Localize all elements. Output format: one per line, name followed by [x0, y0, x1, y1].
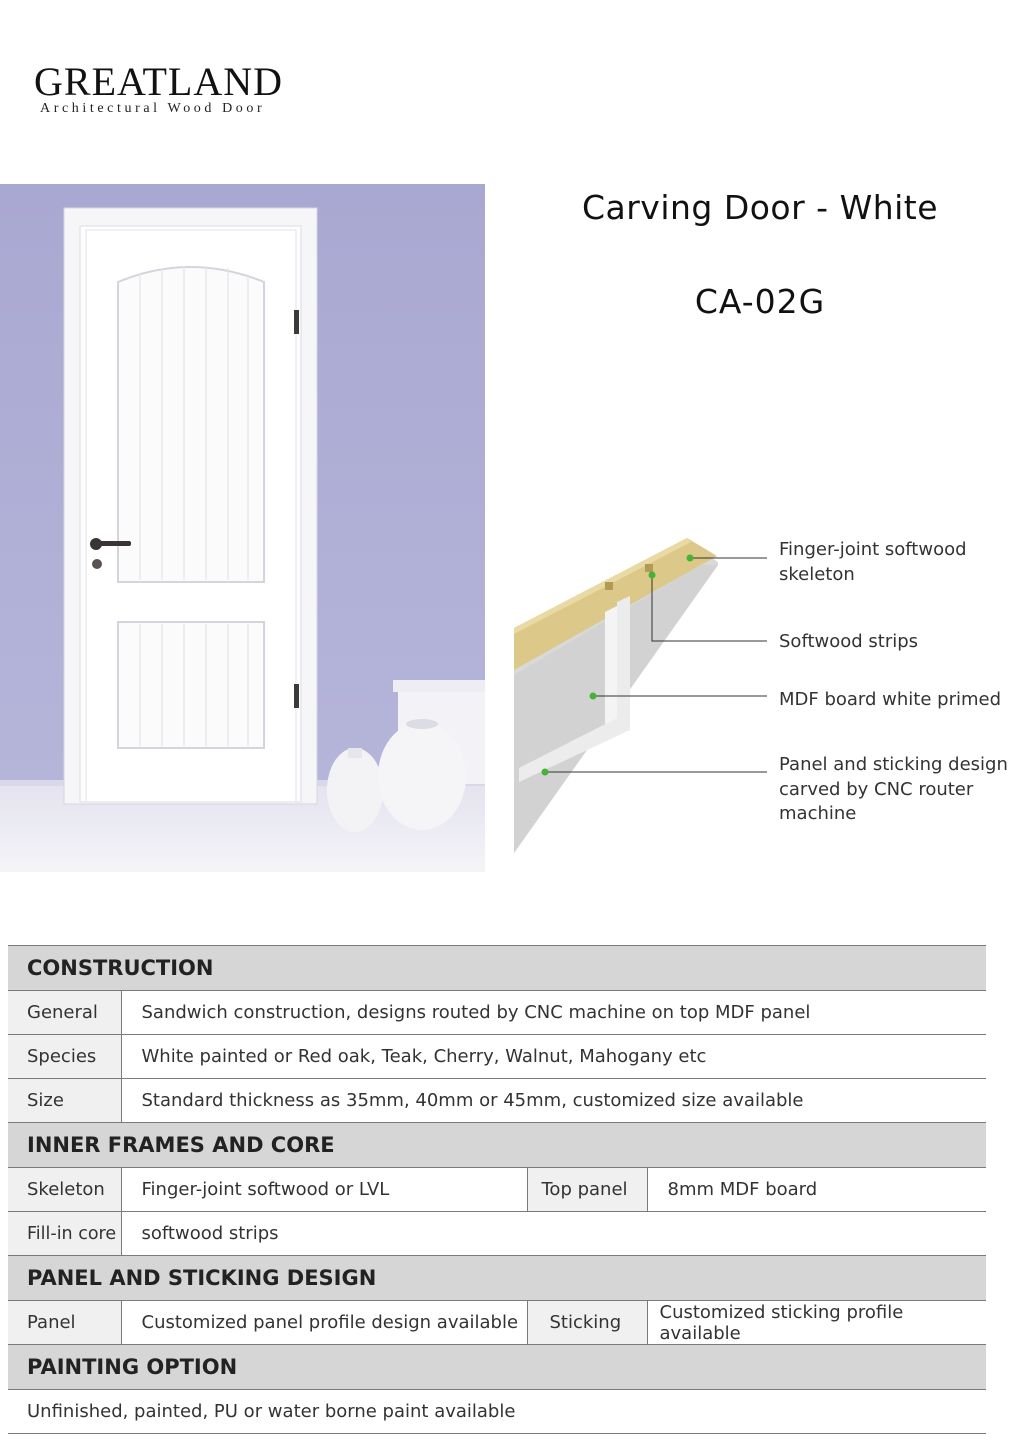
callout-softwood-strips: [779, 630, 918, 655]
table-row: [8, 1035, 986, 1079]
section-title: INNER FRAMES AND CORE: [8, 1123, 986, 1168]
table-row: [8, 991, 986, 1035]
row-label: Top panel: [527, 1168, 647, 1212]
section-header-construction: [8, 946, 986, 991]
row-value: Customized sticking profile available: [647, 1301, 986, 1345]
table-row: [8, 1390, 986, 1434]
row-value: Unfinished, painted, PU or water borne paint available: [8, 1390, 986, 1434]
row-value: 8mm MDF board: [647, 1168, 986, 1212]
brand-logo: [34, 59, 324, 117]
section-header-panel-sticking: [8, 1256, 986, 1301]
row-value: Sandwich construction, designs routed by CNC machine on top MDF panel: [121, 991, 986, 1035]
callout-line: MDF board white primed: [779, 689, 1002, 710]
callout-line: skeleton: [779, 563, 855, 585]
section-header-painting: [8, 1345, 986, 1390]
callout-panel-sticking: [779, 753, 1008, 827]
row-label: Skeleton: [8, 1168, 121, 1212]
section-title: PAINTING OPTION: [8, 1345, 986, 1390]
callout-line: carved by CNC router: [779, 778, 974, 800]
table-row: [8, 1079, 986, 1123]
door-room-photo: [0, 184, 485, 872]
callout-line: Finger-joint softwood: [779, 539, 967, 560]
brand-tagline: Architectural Wood Door: [40, 101, 266, 116]
row-label: Size: [8, 1079, 121, 1123]
row-label: Sticking: [527, 1301, 647, 1345]
section-title: CONSTRUCTION: [8, 946, 986, 991]
spec-table: [8, 945, 986, 1434]
row-label: Fill-in core: [8, 1212, 121, 1256]
row-label: General: [8, 991, 121, 1035]
callout-line: Panel and sticking design: [779, 754, 1008, 775]
table-row: [8, 1212, 986, 1256]
product-code: CA-02G: [694, 282, 826, 321]
callout-finger-joint: [779, 538, 967, 587]
callout-line: machine: [779, 803, 857, 824]
row-value: Standard thickness as 35mm, 40mm or 45mm, customized size available: [121, 1079, 986, 1123]
brand-name: GREATLAND: [34, 59, 283, 104]
section-title: PANEL AND STICKING DESIGN: [8, 1256, 986, 1301]
table-row: [8, 1301, 986, 1345]
callout-mdf-board: [779, 688, 1001, 713]
callout-line: Softwood strips: [779, 631, 919, 652]
row-value: White painted or Red oak, Teak, Cherry, Walnut, Mahogany etc: [121, 1035, 986, 1079]
row-label: Species: [8, 1035, 121, 1079]
row-value: softwood strips: [121, 1212, 986, 1256]
row-value: Customized panel profile design available: [121, 1301, 527, 1345]
row-label: Panel: [8, 1301, 121, 1345]
product-title: Carving Door - White: [581, 188, 939, 227]
table-row: [8, 1168, 986, 1212]
section-header-inner-frames: [8, 1123, 986, 1168]
row-value: Finger-joint softwood or LVL: [121, 1168, 527, 1212]
